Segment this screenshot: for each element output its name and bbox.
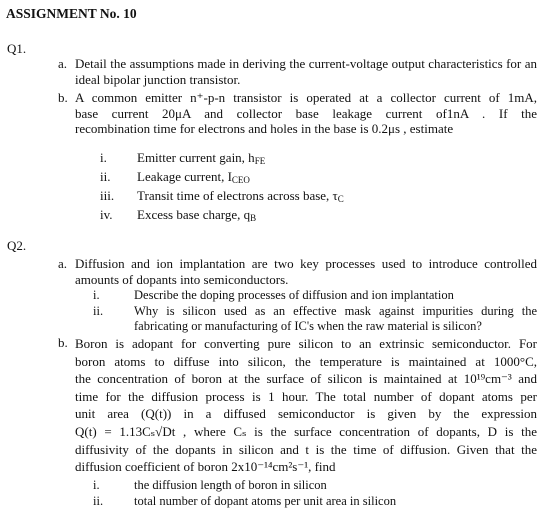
q2-part-a-text: Diffusion and ion implantation are two key processes used to introduce controlled amounts of dopants into semiconductors. bbox=[75, 256, 537, 287]
q1-subitem-4-number: iv. bbox=[100, 207, 113, 222]
q1-b-line-3: recombination time for electrons and holes in the base is 0.2μs , estimate bbox=[75, 121, 454, 137]
q1-b-line-1: A common emitter n⁺-p-n transistor is operated at a collector current of 1mA, bbox=[75, 90, 537, 105]
q2-a-subitem-2-number: ii. bbox=[93, 304, 104, 318]
q1-subitem-3-text bbox=[137, 188, 344, 208]
q1-subitem-4-main: Excess base charge, q bbox=[137, 207, 251, 222]
q2-b-subitem-1-number: i. bbox=[93, 478, 100, 492]
q1-subitem-2-text bbox=[137, 169, 250, 189]
q2-b-line-5: unit area (Q(t)) in a diffused semiconductor is given by the expression bbox=[75, 406, 537, 422]
q1-subitem-4-subscript: B bbox=[250, 213, 257, 223]
q1-part-a-label: a. bbox=[58, 56, 68, 71]
q2-b-subitem-2-text: total number of dopant atoms per unit area in silicon bbox=[134, 494, 397, 508]
q2-a-subitem-1-number: i. bbox=[93, 288, 100, 302]
q1-part-a-text: Detail the assumptions made in deriving the current-voltage output characteristics for an ideal bipolar junction transistor. bbox=[75, 56, 537, 87]
q1-subitem-3-number: iii. bbox=[100, 188, 115, 203]
assignment-title: ASSIGNMENT No. 10 bbox=[6, 6, 137, 21]
q2-b-line-2: boron atoms to diffuse into silicon, the temperature is maintained at 1000°C, bbox=[75, 353, 537, 369]
q1-subitem-3-subscript: C bbox=[337, 194, 344, 204]
q1-subitem-1-subscript: FE bbox=[254, 156, 266, 166]
q1-subitem-1-main: Emitter current gain, h bbox=[137, 150, 255, 165]
q1-b-line-2: base current 20μA and collector base leakage current of1nA . If the bbox=[75, 105, 537, 121]
q2-b-line-8: diffusion coefficient of boron 2x10⁻¹⁴cm²s⁻¹, find bbox=[75, 459, 336, 475]
q2-a-subitem-2-text: Why is silicon used as an effective mask against impurities during the fabricating or manufacturing of IC's when the raw material is silicon? bbox=[134, 304, 537, 333]
q1-subitem-2-main: Leakage current, I bbox=[137, 169, 232, 184]
q2-b-line-7: diffusivity of the dopants in silicon and t is the time of diffusion. Given that the bbox=[75, 441, 537, 457]
q1-part-b-text bbox=[75, 90, 537, 137]
q1-subitem-1-number: i. bbox=[100, 150, 107, 165]
q1-subitem-2-subscript: CEO bbox=[231, 175, 250, 185]
q1-subitem-1-text bbox=[137, 150, 265, 170]
q2-b-line-4: time for the diffusion process is 1 hour. The total number of dopant atoms per bbox=[75, 388, 537, 404]
q2-a-subitem-1-text: Describe the doping processes of diffusion and ion implantation bbox=[134, 288, 454, 302]
q2-b-line-6: Q(t) = 1.13Cₛ√Dt , where Cₛ is the surface concentration of dopants, D is the bbox=[75, 423, 537, 439]
q1-subitem-2-number: ii. bbox=[100, 169, 111, 184]
q1-subitem-4-text bbox=[137, 207, 256, 227]
q1-subitem-3-main: Transit time of electrons across base, τ bbox=[137, 188, 338, 203]
q2-part-b-text bbox=[75, 335, 537, 476]
q1-part-b-label: b. bbox=[58, 90, 68, 105]
q2-b-subitem-2-number: ii. bbox=[93, 494, 104, 508]
question-1-label: Q1. bbox=[7, 41, 27, 56]
q2-part-a-label: a. bbox=[58, 256, 68, 271]
q2-b-line-3: the concentration of boron at the surface of silicon is maintained at 10¹⁹cm⁻³ and bbox=[75, 371, 537, 387]
question-2-label: Q2. bbox=[7, 238, 27, 253]
q2-b-line-1: Boron is adopant for converting pure silicon to an extrinsic semiconductor. For bbox=[75, 336, 537, 351]
q2-part-b-label: b. bbox=[58, 335, 68, 350]
q2-b-subitem-1-text: the diffusion length of boron in silicon bbox=[134, 478, 327, 492]
